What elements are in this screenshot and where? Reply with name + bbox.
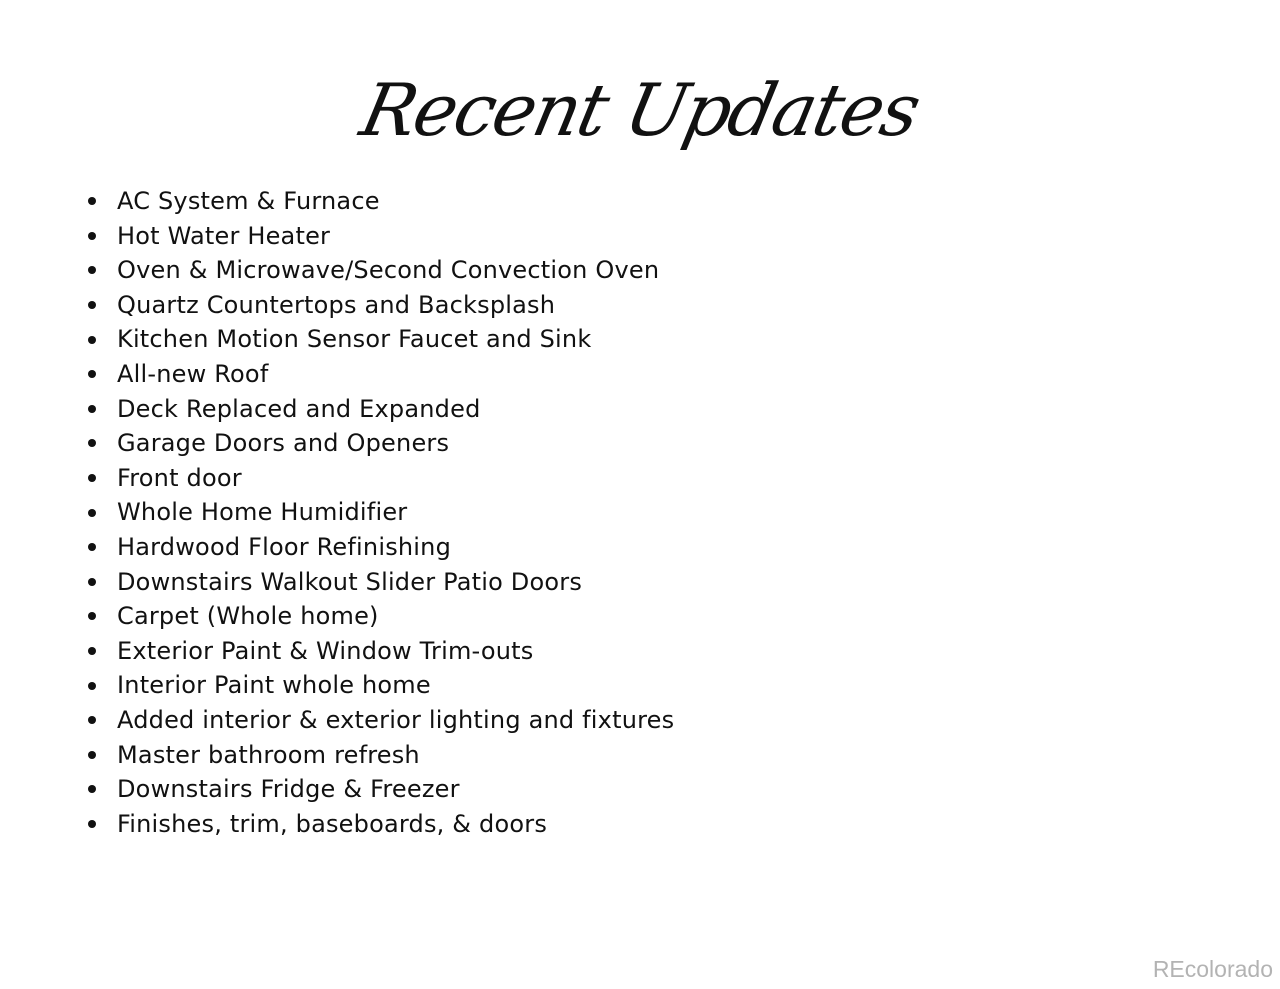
- list-item-label: All-new Roof: [117, 359, 269, 388]
- list-item-label: Carpet (Whole home): [117, 602, 379, 631]
- list-item: [88, 599, 674, 634]
- list-item: [88, 392, 674, 427]
- bullet-icon: [88, 751, 96, 759]
- bullet-icon: [88, 336, 96, 344]
- bullet-icon: [88, 197, 96, 205]
- bullet-icon: [88, 439, 96, 447]
- list-item: [88, 703, 674, 738]
- list-item: [88, 357, 674, 392]
- list-item: [88, 738, 674, 773]
- list-item-label: Exterior Paint & Window Trim-outs: [117, 636, 534, 665]
- list-item-label: Deck Replaced and Expanded: [117, 394, 481, 423]
- list-item-label: Interior Paint whole home: [117, 671, 431, 700]
- list-item: [88, 219, 674, 254]
- bullet-icon: [88, 647, 96, 655]
- list-item-label: Garage Doors and Openers: [117, 429, 450, 458]
- list-item: [88, 322, 674, 357]
- page-title: Recent Updates: [353, 68, 927, 152]
- list-item: [88, 668, 674, 703]
- list-item-label: Downstairs Walkout Slider Patio Doors: [117, 567, 583, 596]
- list-item: [88, 288, 674, 323]
- list-item-label: Master bathroom refresh: [117, 740, 420, 769]
- bullet-icon: [88, 716, 96, 724]
- list-item: [88, 461, 674, 496]
- list-item: [88, 634, 674, 669]
- bullet-icon: [88, 405, 96, 413]
- list-item: [88, 807, 674, 842]
- list-item-label: Hot Water Heater: [117, 221, 331, 250]
- list-item-label: Whole Home Humidifier: [117, 498, 408, 527]
- watermark: REcolorado: [1152, 956, 1273, 982]
- bullet-icon: [88, 612, 96, 620]
- bullet-icon: [88, 682, 96, 690]
- list-item: [88, 426, 674, 461]
- list-item-label: Hardwood Floor Refinishing: [117, 532, 452, 561]
- list-item-label: Quartz Countertops and Backsplash: [117, 290, 556, 319]
- list-item-label: Downstairs Fridge & Freezer: [117, 775, 460, 804]
- bullet-icon: [88, 474, 96, 482]
- bullet-icon: [88, 578, 96, 586]
- bullet-icon: [88, 266, 96, 274]
- list-item: [88, 565, 674, 600]
- list-item: [88, 772, 674, 807]
- list-item-label: AC System & Furnace: [117, 187, 380, 215]
- bullet-icon: [88, 232, 96, 240]
- list-item: [88, 253, 674, 288]
- list-item: [88, 495, 674, 530]
- bullet-icon: [88, 785, 96, 793]
- list-item-label: Oven & Microwave/Second Convection Oven: [117, 256, 660, 285]
- bullet-icon: [88, 820, 96, 828]
- list-item: [88, 184, 674, 219]
- list-item-label: Front door: [117, 463, 242, 492]
- list-item-label: Finishes, trim, baseboards, & doors: [117, 809, 548, 838]
- bullet-icon: [88, 509, 96, 517]
- updates-list: [88, 184, 674, 841]
- bullet-icon: [88, 370, 96, 378]
- list-item-label: Kitchen Motion Sensor Faucet and Sink: [117, 325, 592, 354]
- list-item: [88, 530, 674, 565]
- list-item-label: Added interior & exterior lighting and fixtures: [117, 705, 675, 734]
- bullet-icon: [88, 301, 96, 309]
- bullet-icon: [88, 543, 96, 551]
